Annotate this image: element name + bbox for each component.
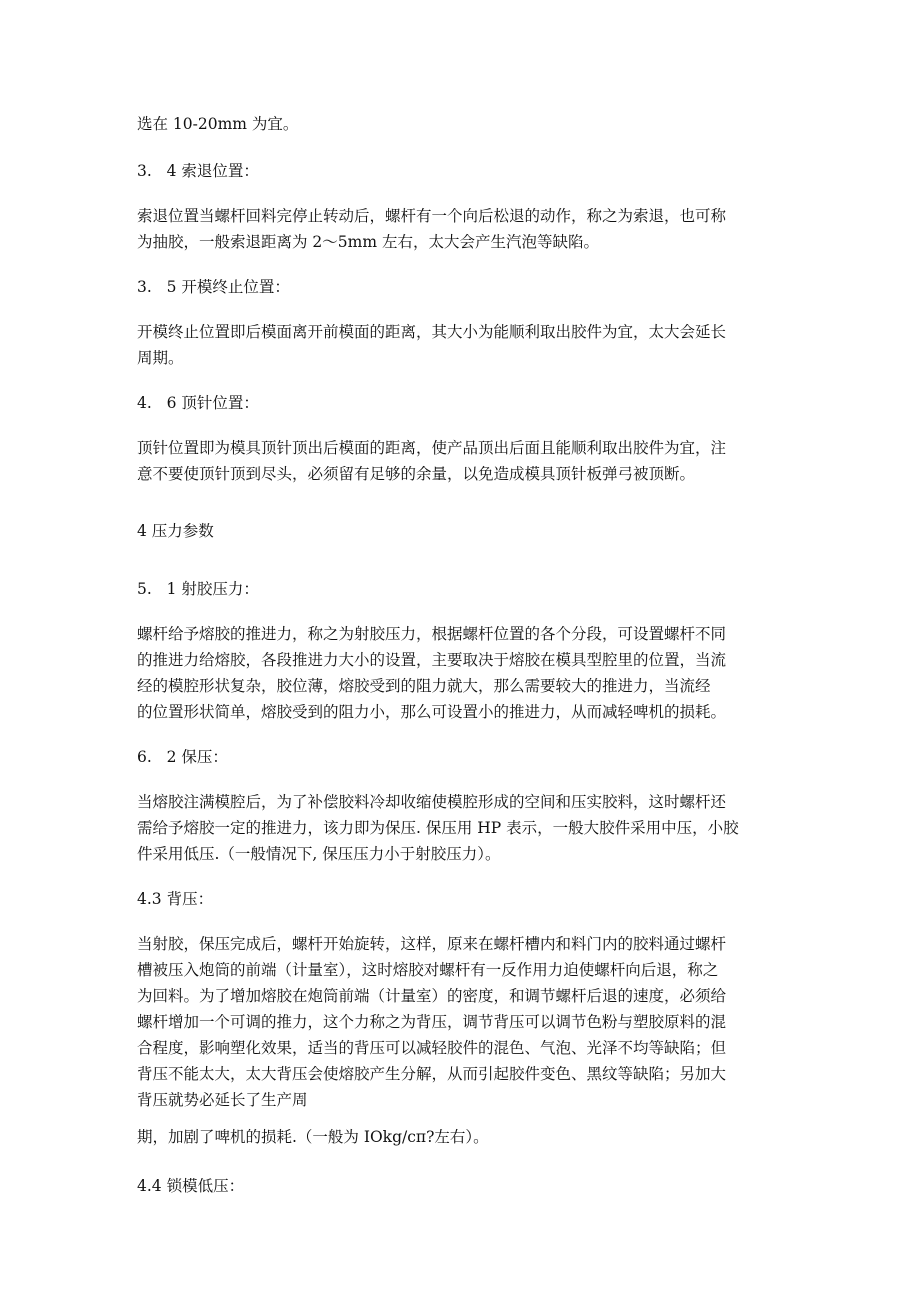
section-heading: 4.3 背压： bbox=[137, 890, 214, 908]
text-line: 槽被压入炮筒的前端（计量室），这时熔胶对螺杆有一反作用力迫使螺杆向后退，称之 bbox=[137, 961, 719, 979]
text-line: 当熔胶注满模腔后，为了补偿胶料冷却收缩使模腔形成的空间和压实胶料，这时螺杆还 bbox=[137, 793, 727, 811]
text-line: 的位置形状简单，熔胶受到的阻力小，那么可设置小的推进力，从而减轻啤机的损耗。 bbox=[137, 703, 727, 721]
text-line: 经的模腔形状复杂，胶位薄，熔胶受到的阻力就大，那么需要较大的推进力，当流经 bbox=[137, 677, 711, 695]
text-line: 当射胶，保压完成后，螺杆开始旋转，这样，原来在螺杆槽内和料门内的胶料通过螺杆 bbox=[137, 935, 727, 953]
section-heading: 6. 2 保压： bbox=[137, 748, 228, 766]
section-heading: 5. 1 射胶压力： bbox=[137, 580, 259, 598]
section-heading: 4.4 锁模低压： bbox=[137, 1177, 245, 1195]
text-line: 的推进力给熔胶，各段推进力大小的设置，主要取决于熔胶在模具型腔里的位置，当流 bbox=[137, 651, 727, 669]
text-line: 开模终止位置即后模面离开前模面的距离，其大小为能顺利取出胶件为宜，太大会延长 bbox=[137, 323, 727, 341]
section-heading: 3. 5 开模终止位置： bbox=[137, 278, 290, 296]
text-line: 螺杆给予熔胶的推进力，称之为射胶压力，根据螺杆位置的各个分段，可设置螺杆不同 bbox=[137, 625, 727, 643]
text-line: 件采用低压.（一般情况下, 保压压力小于射胶压力）。 bbox=[137, 845, 501, 863]
section-heading: 4. 6 顶针位置： bbox=[137, 394, 259, 412]
text-line: 为回料。为了增加熔胶在炮筒前端（计量室）的密度，和调节螺杆后退的速度，必须给 bbox=[137, 987, 727, 1005]
text-line: 选在 10-20mm 为宜。 bbox=[137, 115, 299, 133]
text-line: 背压不能太大，太大背压会使熔胶产生分解，从而引起胶件变色、黑纹等缺陷；另加大 bbox=[137, 1065, 727, 1083]
text-line: 顶针位置即为模具顶针顶出后模面的距离，使产品顶出后面且能顺利取出胶件为宜，注 bbox=[137, 439, 727, 457]
section-heading: 4 压力参数 bbox=[137, 522, 214, 540]
section-heading: 3. 4 索退位置： bbox=[137, 162, 259, 180]
text-line: 合程度，影响塑化效果，适当的背压可以减轻胶件的混色、气泡、光泽不均等缺陷；但 bbox=[137, 1039, 727, 1057]
text-line: 索退位置当螺杆回料完停止转动后，螺杆有一个向后松退的动作，称之为索退，也可称 bbox=[137, 207, 727, 225]
text-line: 螺杆增加一个可调的推力，这个力称之为背压，调节背压可以调节色粉与塑胶原料的混 bbox=[137, 1013, 727, 1031]
text-line: 期，加剧了啤机的损耗.（一般为 IOkg/cπ?左右）。 bbox=[137, 1128, 489, 1146]
text-line: 周期。 bbox=[137, 349, 184, 367]
text-line: 背压就势必延长了生产周 bbox=[137, 1091, 308, 1109]
text-line: 为抽胶，一般索退距离为 2～5mm 左右，太大会产生汽泡等缺陷。 bbox=[137, 233, 599, 251]
text-line: 意不要使顶针顶到尽头，必须留有足够的余量，以免造成模具顶针板弹弓被顶断。 bbox=[137, 465, 696, 483]
text-line: 需给予熔胶一定的推进力，该力即为保压. 保压用 HP 表示，一般大胶件采用中压，小胶 bbox=[137, 819, 739, 837]
